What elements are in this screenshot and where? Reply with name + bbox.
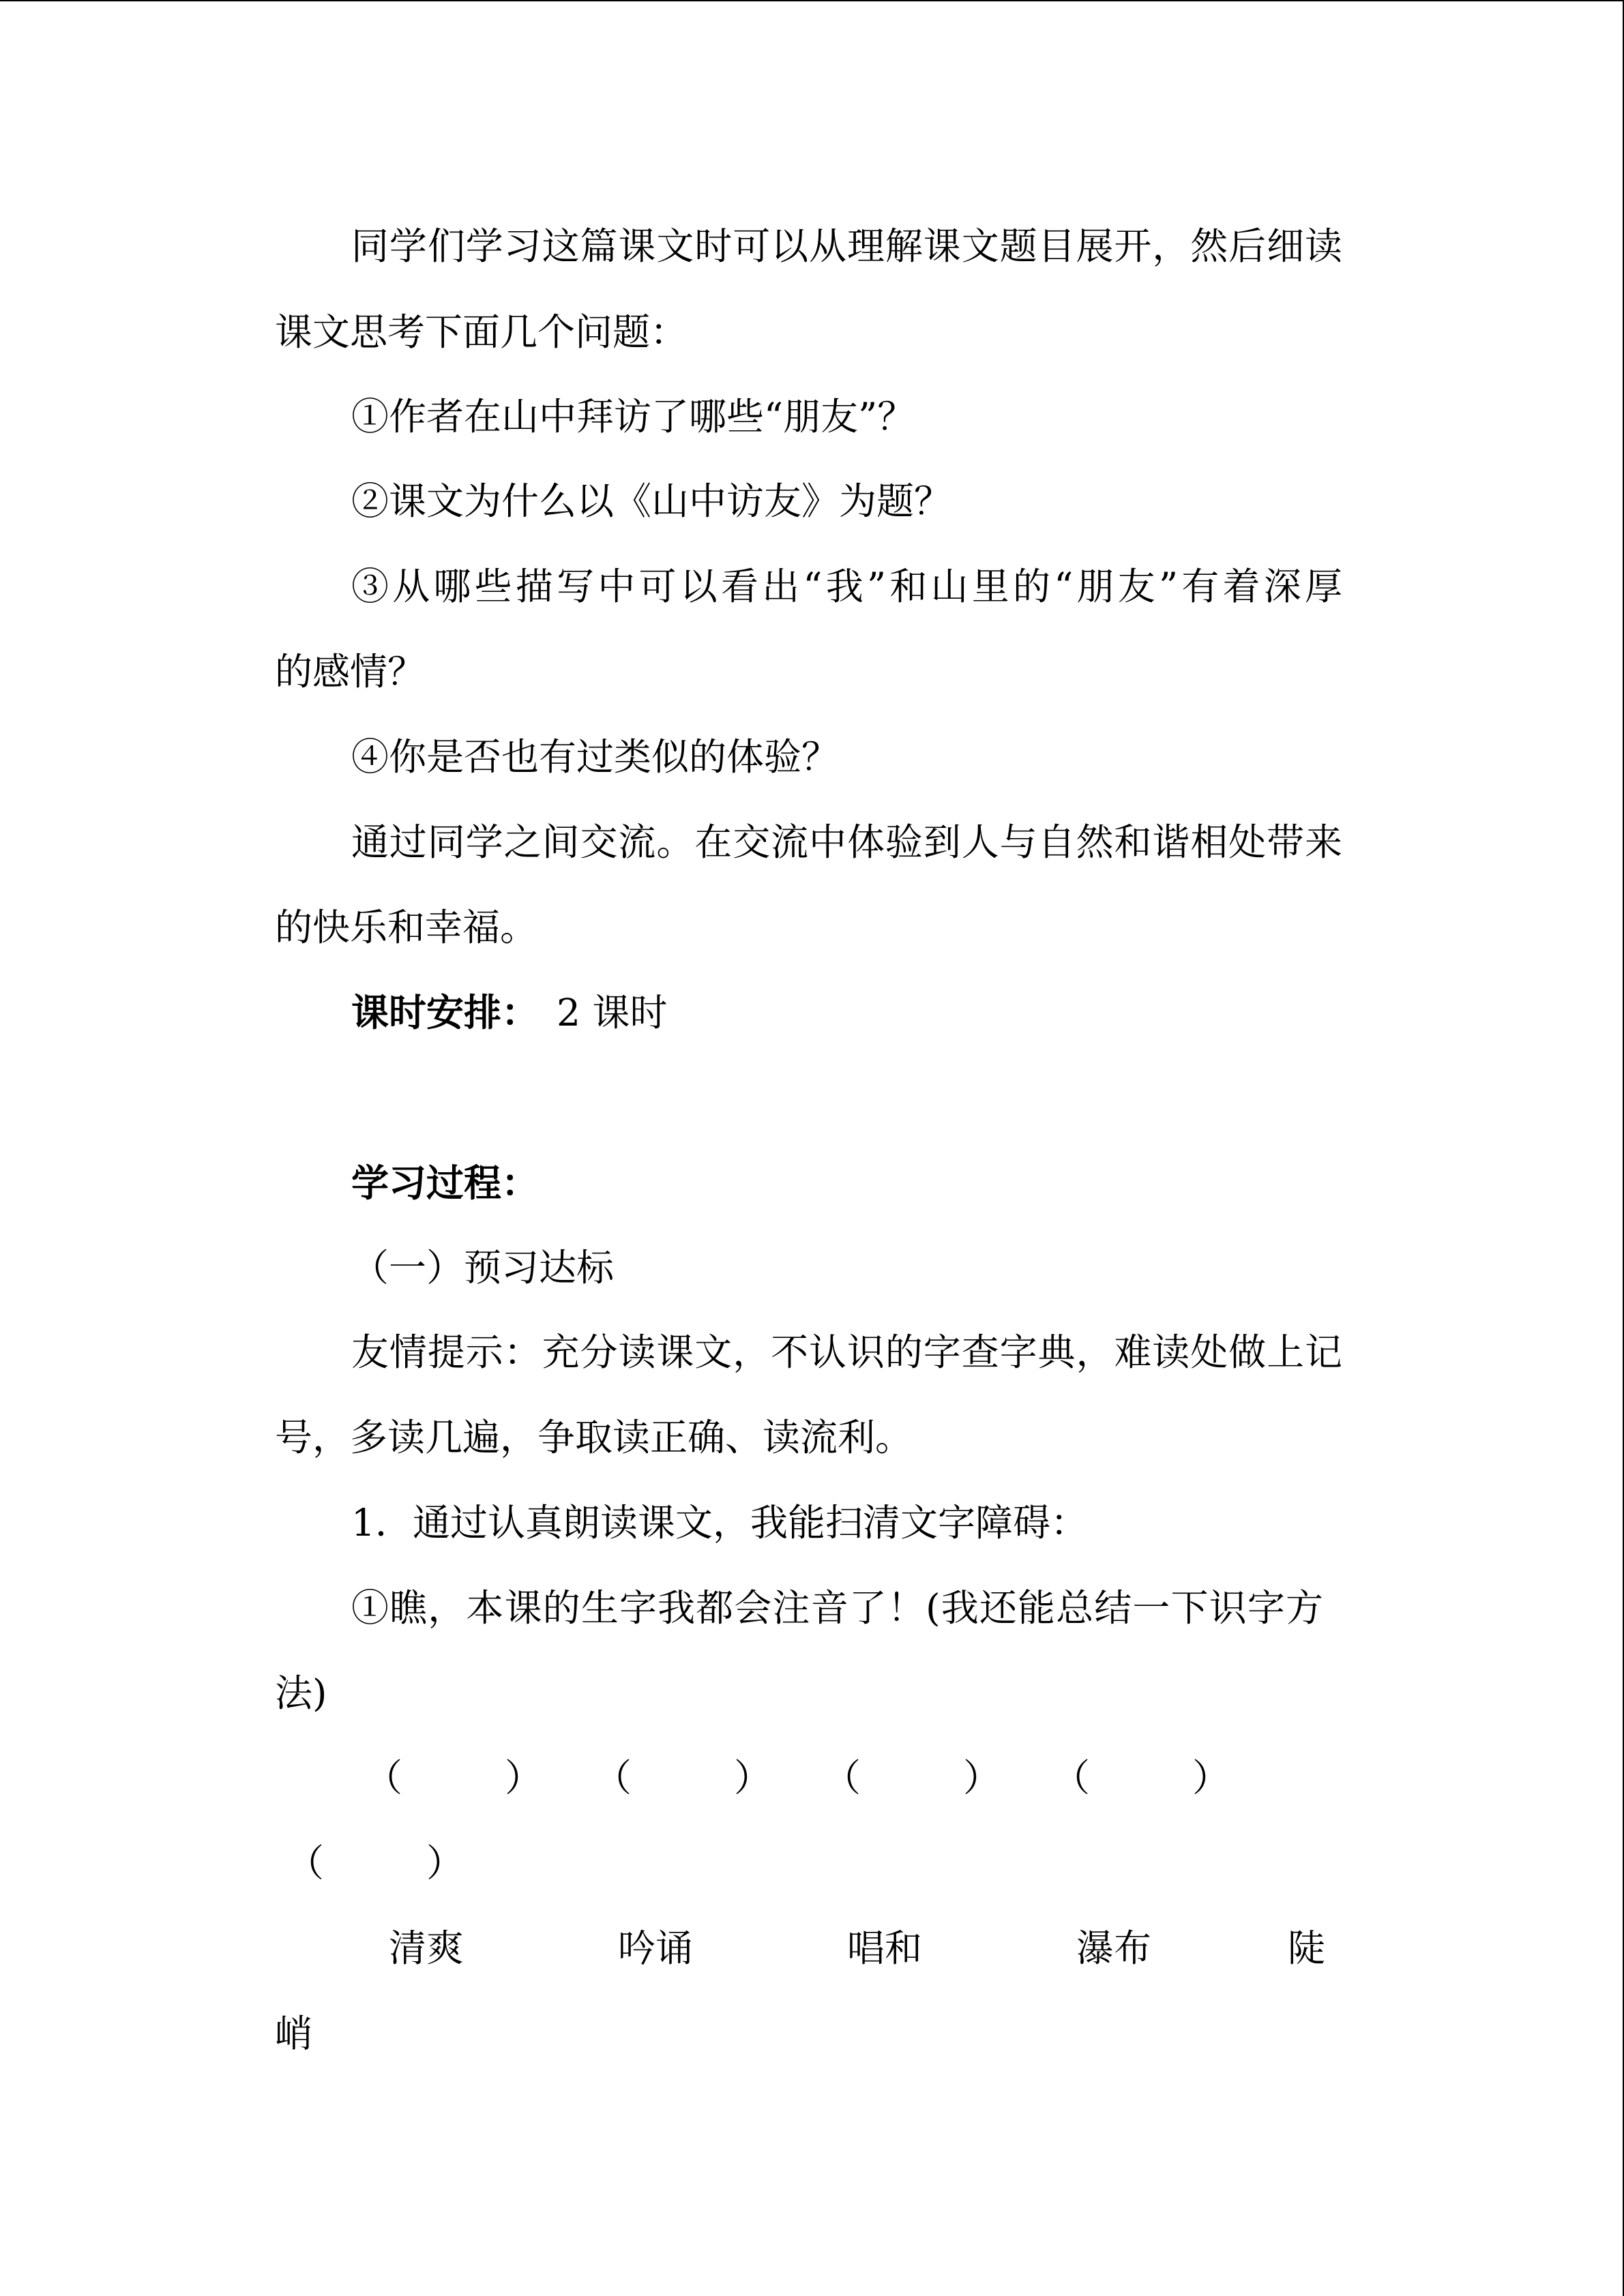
word-pubu: 瀑布 <box>1076 1926 1152 1970</box>
blank-1-close: ） <box>505 1756 543 1800</box>
blank-1-open[interactable]: （ <box>365 1756 403 1800</box>
task-1a-line-1: ①瞧，本课的生字我都会注音了！(我还能总结一下识字方 <box>351 1586 1323 1630</box>
blank-5-open[interactable]: （ <box>286 1841 325 1885</box>
word-qingshuang: 清爽 <box>389 1926 464 1970</box>
process-heading: 学习过程： <box>351 1161 540 1205</box>
vocabulary-row-1 <box>0 1924 1624 1972</box>
intro-line-2: 课文思考下面几个问题： <box>275 310 688 354</box>
task-1a-line-2: 法) <box>275 1671 327 1715</box>
question-1: ①作者在山中拜访了哪些“朋友”？ <box>351 395 915 438</box>
schedule-label: 课时安排： <box>351 991 540 1034</box>
section-1-title: （一）预习达标 <box>351 1246 615 1289</box>
exchange-line-1: 通过同学之间交流。在交流中体验到人与自然和谐相处带来 <box>351 820 1342 864</box>
word-yinsong: 吟诵 <box>618 1926 694 1970</box>
question-3-continued: 的感情？ <box>275 650 426 694</box>
task-1: 1．通过认真朗读课文，我能扫清文字障碍： <box>351 1501 1088 1545</box>
tip-line-2: 号，多读几遍，争取读正确、读流利。 <box>275 1416 913 1459</box>
blank-5-close: ） <box>426 1841 464 1885</box>
tip-line-1: 友情提示：充分读课文，不认识的字查字典，难读处做上记 <box>351 1330 1342 1374</box>
blank-2-open[interactable]: （ <box>594 1756 632 1800</box>
word-dou: 陡 <box>1288 1926 1326 1970</box>
question-3: ③从哪些描写中可以看出“我”和山里的“朋友”有着深厚 <box>351 565 1342 608</box>
schedule-value: 2 课时 <box>557 991 668 1034</box>
intro-line-1: 同学们学习这篇课文时可以从理解课文题目展开，然后细读 <box>351 224 1342 268</box>
word-qiao: 峭 <box>275 2012 313 2055</box>
question-4: ④你是否也有过类似的体验？ <box>351 735 840 779</box>
blank-4-close: ） <box>1192 1756 1230 1800</box>
blank-4-open[interactable]: （ <box>1052 1756 1091 1800</box>
blank-3-close: ） <box>963 1756 1001 1800</box>
blank-3-open[interactable]: （ <box>823 1756 861 1800</box>
question-2: ②课文为什么以《山中访友》为题？ <box>351 479 952 523</box>
exchange-line-2: 的快乐和幸福。 <box>275 906 538 949</box>
pinyin-blanks-row-2 <box>0 1839 1624 1887</box>
schedule-row <box>351 989 668 1037</box>
pinyin-blanks-row-1 <box>0 1754 1624 1802</box>
word-changhe: 唱和 <box>847 1926 923 1970</box>
blank-2-close: ） <box>734 1756 772 1800</box>
